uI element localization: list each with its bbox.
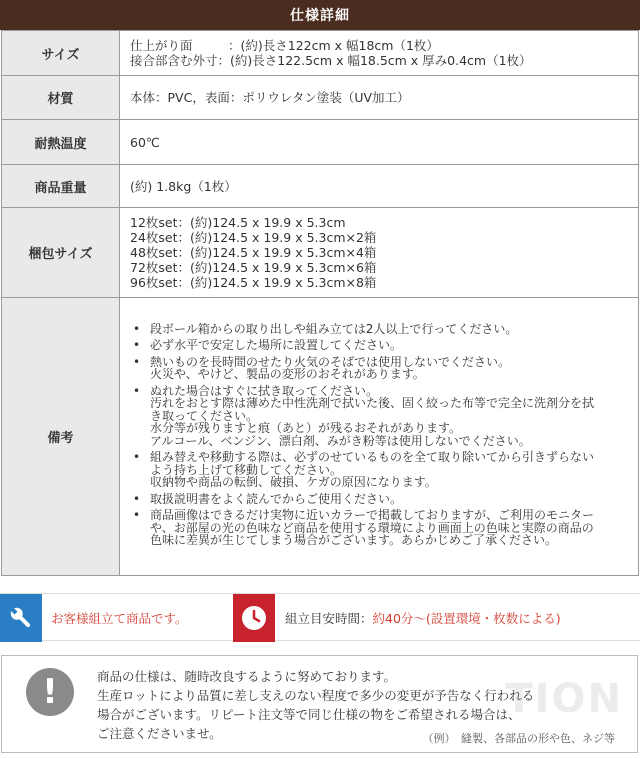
- assembly-time: [233, 594, 561, 642]
- note-line: 水分等が残りますと痕（あと）が残るおそれがあります。: [150, 421, 462, 435]
- spec-row-material: [2, 76, 639, 120]
- package-label: 梱包サイズ: [2, 208, 120, 298]
- package-line: 96枚set：(約)124.5 x 19.9 x 5.3cm×8箱: [130, 275, 377, 290]
- note-item: [130, 385, 628, 448]
- material-value: 本体：PVC，表面：ポリウレタン塗装（UV加工）: [120, 76, 639, 120]
- heat-value: 60℃: [120, 120, 639, 165]
- note-item: [130, 339, 628, 352]
- note-line: 取扱説明書をよく読んでからご使用ください。: [150, 491, 403, 506]
- package-line: 72枚set：(約)124.5 x 19.9 x 5.3cm×6箱: [130, 260, 377, 275]
- note-line: 必ず水平で安定した場所に設置してください。: [150, 338, 403, 352]
- weight-value: (約) 1.8kg（1枚）: [120, 165, 639, 208]
- note-item: [130, 323, 628, 336]
- clock-icon: [233, 594, 275, 642]
- notice-line: ご注意くださいませ。: [97, 726, 222, 741]
- package-value: [120, 208, 639, 298]
- spec-title: 仕様詳細: [290, 8, 350, 24]
- size-line: [130, 38, 628, 53]
- assembly-notice: [0, 594, 188, 642]
- spec-change-notice: [1, 655, 638, 753]
- package-line: 48枚set：(約)124.5 x 19.9 x 5.3cm×4箱: [130, 245, 377, 260]
- bullet-icon: •: [133, 321, 141, 336]
- notice-line: 場合がございます。リピート注文等で同じ仕様の物をご希望される場合は、: [97, 707, 521, 722]
- bullet-icon: •: [133, 508, 141, 522]
- spec-header: [0, 0, 640, 30]
- note-line: 段ボール箱からの取り出しや組み立ては2人以上で行ってください。: [150, 321, 518, 336]
- weight-label: 商品重量: [2, 165, 120, 208]
- note-line: よう持ち上げて移動してください。: [150, 462, 343, 477]
- package-line: 12枚set：(約)124.5 x 19.9 x 5.3cm: [130, 215, 346, 230]
- bullet-icon: •: [133, 338, 141, 352]
- note-line: 色味に差異が生じてしまう場合がございます。あらかじめご了承ください。: [150, 533, 558, 547]
- spec-row-weight: [2, 165, 639, 208]
- bullet-icon: •: [133, 491, 141, 506]
- spec-table: [1, 30, 639, 576]
- heat-label: 耐熱温度: [2, 120, 120, 165]
- note-line: き取ってください。: [150, 408, 259, 423]
- assembly-info-bar: [0, 593, 640, 641]
- exclamation-icon: !: [26, 668, 74, 716]
- watermark-text: TION: [505, 676, 623, 722]
- note-item: [130, 509, 628, 547]
- note-line: 組み替えや移動する際は、必ずのせているものを全て取り除いてから引きずらない: [150, 450, 595, 464]
- assembly-time-label: 組立目安時間：: [285, 611, 373, 626]
- assembly-time-value: 約40分～(設置環境・枚数による): [372, 611, 561, 626]
- assembly-time-text: [285, 609, 561, 627]
- note-line: 火災や、やけど、製品の変形のおそれがあります。: [150, 367, 425, 381]
- notes-label: 備考: [2, 298, 120, 576]
- bullet-icon: •: [133, 354, 141, 369]
- notes-value: [120, 298, 639, 576]
- size-text: ：(約)長さ122cm x 幅18cm（1枚）: [228, 38, 439, 53]
- note-item: [130, 493, 628, 506]
- size-key: 仕上がり面: [130, 38, 193, 53]
- spec-row-package: [2, 208, 639, 298]
- note-line: ぬれた場合はすぐに拭き取ってください。: [150, 383, 379, 398]
- note-line: や、お部屋の光の色味など商品を使用する環境により画面上の色味と実際の商品の: [150, 520, 594, 535]
- spec-row-heat: [2, 120, 639, 165]
- note-item: [130, 356, 628, 381]
- note-item: [130, 451, 628, 489]
- size-text: ：(約)長さ122.5cm x 幅18.5cm x 厚み0.4cm（1枚）: [217, 53, 532, 68]
- notice-line: 商品の仕様は、随時改良するように努めております。: [97, 669, 397, 684]
- note-line: アルコール、ベンジン、漂白剤、みがき粉等は使用しないでください。: [150, 433, 531, 448]
- spec-row-notes: [2, 298, 639, 576]
- note-line: 収納物や商品の転倒、破損、ケガの原因になります。: [150, 475, 437, 489]
- size-key: 接合部含む外寸: [130, 53, 218, 68]
- size-value: [120, 31, 639, 76]
- notice-line: 生産ロットにより品質に差し支えのない程度で多少の変更が予告なく行われる: [97, 688, 535, 703]
- spec-row-size: [2, 31, 639, 76]
- bullet-icon: •: [133, 383, 141, 398]
- note-line: 商品画像はできるだけ実物に近いカラーで掲載しておりますが、ご利用のモニター: [150, 508, 595, 522]
- size-line: [130, 53, 628, 68]
- wrench-icon: [0, 594, 42, 642]
- note-line: 熱いものを長時間のせたり火気のそばでは使用しないでください。: [150, 354, 511, 369]
- material-label: 材質: [2, 76, 120, 120]
- package-line: 24枚set：(約)124.5 x 19.9 x 5.3cm×2箱: [130, 230, 377, 245]
- size-label: サイズ: [2, 31, 120, 76]
- bullet-icon: •: [133, 450, 141, 464]
- assembly-text: お客様組立て商品です。: [51, 611, 188, 626]
- notice-example: （例） 縫製、各部品の形や色、ネジ等: [422, 732, 615, 745]
- note-line: 汚れをおとす際は薄めた中性洗剤で拭いた後、固く絞った布等で完全に洗剤分を拭: [150, 396, 595, 410]
- notes-list: [130, 323, 628, 547]
